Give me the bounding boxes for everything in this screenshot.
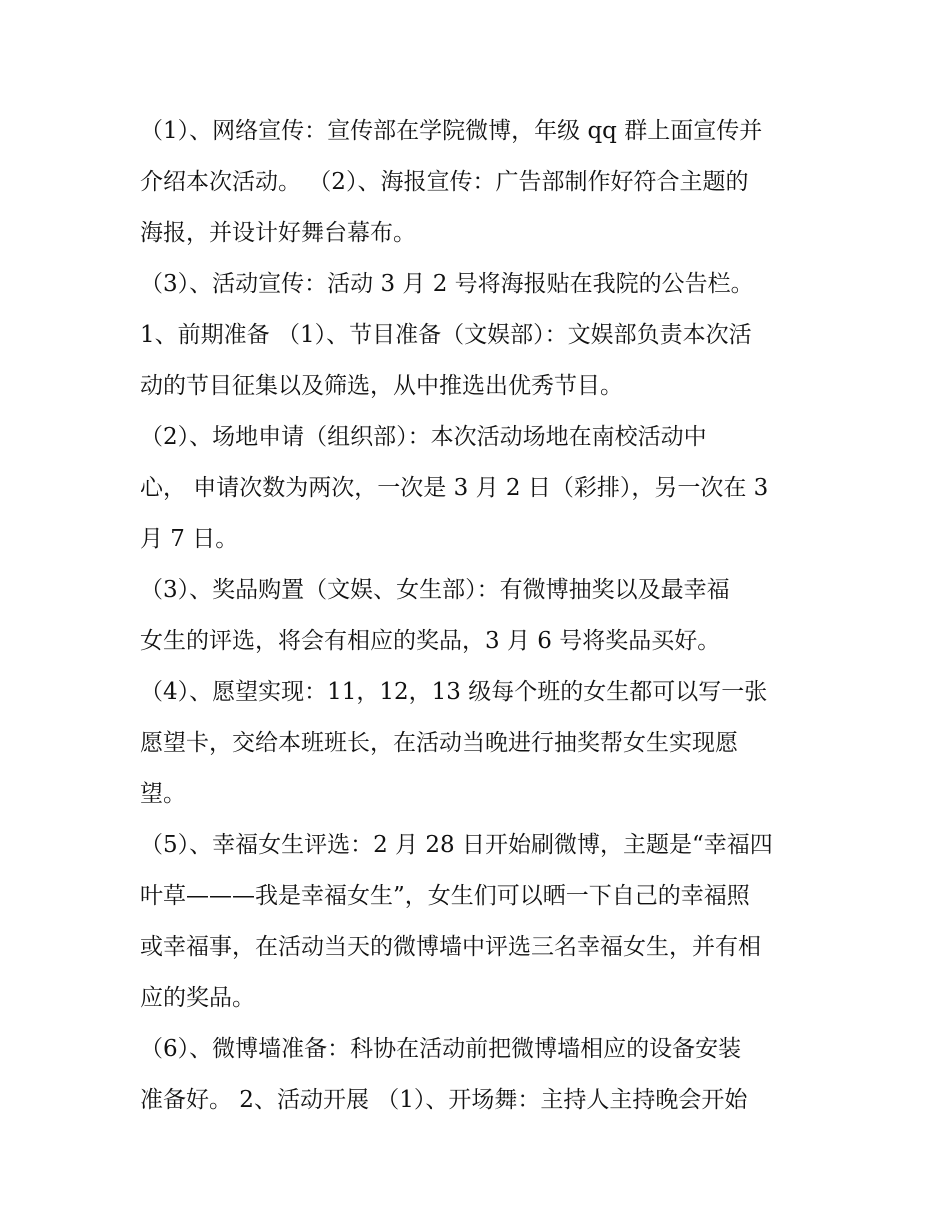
- text-line: 月 7 日。: [140, 526, 239, 552]
- text-line: 心， 申请次数为两次，一次是 3 月 2 日（彩排），另一次在 3: [140, 475, 769, 501]
- text-line: 望。: [140, 781, 186, 807]
- text-line: 愿望卡，交给本班班长，在活动当晚进行抽奖帮女生实现愿: [140, 730, 738, 756]
- text-line: 女生的评选，将会有相应的奖品，3 月 6 号将奖品买好。: [140, 628, 721, 654]
- text-line: 海报，并设计好舞台幕布。: [140, 220, 416, 246]
- text-line: 动的节目征集以及筛选，从中推选出优秀节目。: [140, 373, 623, 399]
- text-line: 或幸福事，在活动当天的微博墙中评选三名幸福女生，并有相: [140, 934, 761, 960]
- text-line: 介绍本次活动。 （2）、海报宣传：广告部制作好符合主题的: [140, 169, 749, 195]
- text-line: （5）、幸福女生评选：2 月 28 日开始刷微博，主题是“幸福四: [140, 832, 773, 858]
- text-line: （2）、场地申请（组织部）：本次活动场地在南校活动中: [140, 424, 707, 450]
- text-line: （6）、微博墙准备：科协在活动前把微博墙相应的设备安装: [140, 1036, 742, 1062]
- text-line: 准备好。 2、活动开展 （1）、开场舞：主持人主持晚会开始: [140, 1087, 748, 1113]
- text-line: （3）、奖品购置（文娱、女生部）：有微博抽奖以及最幸福: [140, 577, 730, 603]
- text-line: （4）、愿望实现：11，12，13 级每个班的女生都可以写一张: [140, 679, 768, 705]
- text-line: 1、前期准备 （1）、节目准备（文娱部）：文娱部负责本次活: [140, 322, 752, 348]
- text-line: （3）、活动宣传：活动 3 月 2 号将海报贴在我院的公告栏。: [140, 271, 754, 297]
- text-line: 叶草———我是幸福女生”，女生们可以晒一下自己的幸福照: [140, 883, 750, 909]
- text-line: （1）、网络宣传：宣传部在学院微博，年级 qq 群上面宣传并: [140, 118, 763, 144]
- text-line: 应的奖品。: [140, 985, 255, 1011]
